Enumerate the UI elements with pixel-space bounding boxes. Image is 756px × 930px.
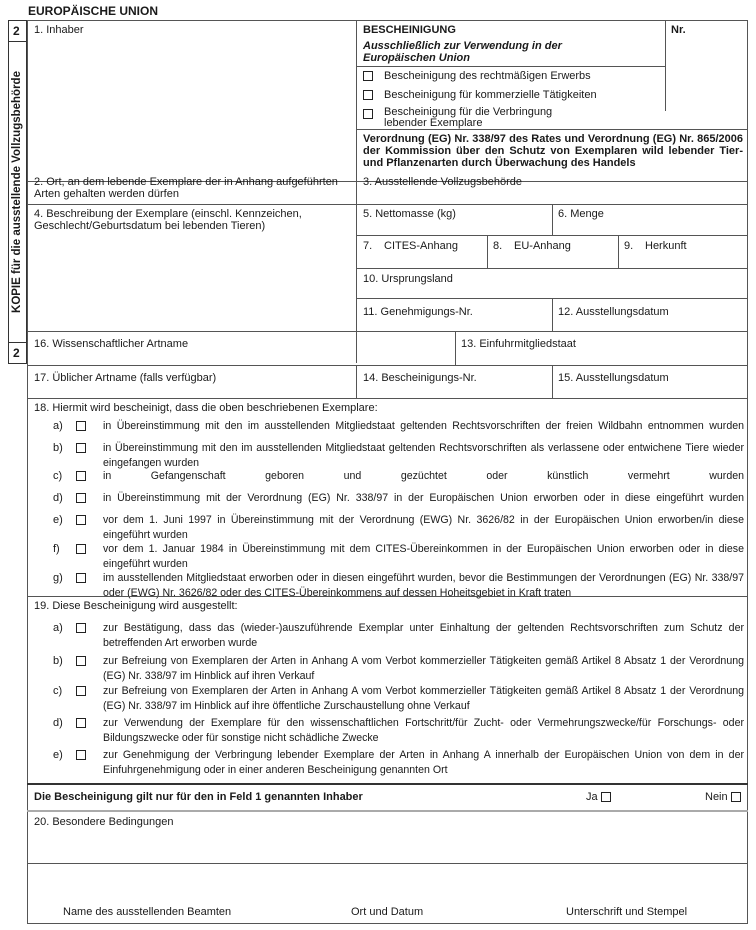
field-13-label: 13. Einfuhrmitgliedstaat: [461, 338, 576, 350]
section19-item-letter: e): [53, 749, 63, 761]
section-20-input[interactable]: [34, 830, 744, 860]
section18-item-letter: e): [53, 514, 63, 526]
section19-item-text: zur Bestätigung, dass das (wieder-)auszuführende Exemplar unter Einhaltung der geltenden Rechtsvorschriften zum Schutz der betreffenden Art erworben wurde: [103, 622, 744, 649]
certificate-nr-input[interactable]: [668, 38, 746, 126]
section19-item-checkbox[interactable]: [76, 656, 86, 666]
section18-item-text: in Übereinstimmung mit den im ausstellenden Mitgliedstaat geltenden Rechtsvorschriften der freien Wildbahn entnommen wurden: [103, 420, 744, 432]
section18-item-text: in Gefangenschaft geboren und gezüchtet oder künstlich vermehrt wurden: [103, 470, 744, 482]
holder-only-no-label: Nein: [705, 791, 728, 803]
section18-item-letter: d): [53, 492, 63, 504]
section19-item-letter: d): [53, 717, 63, 729]
copy-vertical-label: KOPIE für die ausstellende Vollzugsbehörde: [11, 71, 23, 313]
section-18-heading: 18. Hiermit wird bescheinigt, dass die oben beschriebenen Exemplare:: [34, 402, 378, 414]
type-commercial-checkbox[interactable]: [363, 90, 373, 100]
field-9-number: 9.: [624, 240, 634, 252]
section19-item-text: zur Befreiung von Exemplaren der Arten in Anhang A vom Verbot kommerzieller Tätigkeiten gemäß Artikel 8 Absatz 1 der Verordnung (EG) Nr. 338/97 im Hinblick auf ihre öffentliche Zurschaustellung ohne Verkauf: [103, 685, 744, 712]
section19-item-checkbox[interactable]: [76, 750, 86, 760]
holder-only-yes-label: Ja: [586, 791, 598, 803]
type-legal-acquisition-label: Bescheinigung des rechtmäßigen Erwerbs: [384, 70, 591, 82]
section18-item-checkbox[interactable]: [76, 421, 86, 431]
holder-only-yes-checkbox[interactable]: [601, 792, 611, 802]
field-11-label: 11. Genehmigungs-Nr.: [363, 306, 473, 318]
section18-item-checkbox[interactable]: [76, 515, 86, 525]
field-14-label: 14. Bescheinigungs-Nr.: [363, 372, 477, 384]
section19-item-letter: a): [53, 622, 63, 634]
field-17-label: 17. Üblicher Artname (falls verfügbar): [34, 372, 217, 384]
section18-item-text: in Übereinstimmung mit der Verordnung (EG) Nr. 338/97 in der Europäischen Union erworben oder in diese eingeführt wurden: [103, 492, 744, 504]
field-7-number: 7.: [363, 240, 373, 252]
section19-item-text: zur Befreiung von Exemplaren der Arten in Anhang A vom Verbot kommerzieller Tätigkeiten gemäß Artikel 8 Absatz 1 der Verordnung (EG) Nr. 338/97 im Hinblick auf ihren Verkauf: [103, 655, 744, 682]
field-9-label: Herkunft: [645, 240, 687, 252]
holder-only-text: Die Bescheinigung gilt nur für den in Feld 1 genannten Inhaber: [34, 791, 363, 803]
signature-stamp-label: Unterschrift und Stempel: [566, 906, 688, 918]
section19-item-text: zur Verwendung der Exemplare für den wissenschaftlichen Fortschritt/für Zucht- oder Vermehrungszwecke/für Forschungs- oder Bildungszwecke oder für sonstige nicht schädliche Zwecke: [103, 717, 744, 744]
section18-item-letter: a): [53, 420, 63, 432]
certificate-title: BESCHEINIGUNG: [363, 24, 456, 36]
section18-item-checkbox[interactable]: [76, 544, 86, 554]
type-commercial-label: Bescheinigung für kommerzielle Tätigkeiten: [384, 89, 597, 101]
field-12-label: 12. Ausstellungsdatum: [558, 306, 669, 318]
field-4-label: 4. Beschreibung der Exemplare (einschl. Kennzeichen, Geschlecht/Geburtsdatum bei lebenden Tieren): [34, 208, 302, 232]
field-3-label: 3. Ausstellende Vollzugsbehörde: [363, 176, 523, 188]
section-20-heading: 20. Besondere Bedingungen: [34, 816, 174, 828]
certificate-subtitle: Ausschließlich zur Verwendung in der Europäischen Union: [363, 40, 562, 64]
type-legal-acquisition-checkbox[interactable]: [363, 71, 373, 81]
section18-item-letter: c): [53, 470, 63, 482]
type-live-transfer-checkbox[interactable]: [363, 109, 373, 119]
section18-item-text: in Übereinstimmung mit den im ausstellenden Mitgliedstaat geltenden Rechtsvorschriften als verlassene oder entwichene Tiere wieder eingefangen wurden: [103, 442, 744, 469]
regulation-text: Verordnung (EG) Nr. 338/97 des Rates und Verordnung (EG) Nr. 865/2006 der Kommission über den Schutz von Exemplaren wild lebender Tier- und Pflanzenarten durch Überwachung des Handels: [363, 133, 743, 169]
type-live-transfer-label: Bescheinigung für die Verbringung lebender Exemplare: [384, 106, 553, 129]
section19-item-checkbox[interactable]: [76, 718, 86, 728]
section-19-heading: 19. Diese Bescheinigung wird ausgestellt:: [34, 600, 238, 612]
section18-item-text: vor dem 1. Januar 1984 in Übereinstimmung mit dem CITES-Übereinkommen in der Europäischen Union erworben oder in diese eingeführt wurden: [103, 543, 744, 570]
field-5-label: 5. Nettomasse (kg): [363, 208, 456, 220]
section18-item-checkbox[interactable]: [76, 573, 86, 583]
section19-item-text: zur Genehmigung der Verbringung lebender Exemplare der Arten in Anhang A innerhalb der Europäischen Union von dem in der Einfuhrgenehmigung oder in einer anderen Bescheinigung genannten Ort: [103, 749, 744, 776]
holder-only-no-checkbox[interactable]: [731, 792, 741, 802]
section18-item-checkbox[interactable]: [76, 443, 86, 453]
section18-item-letter: f): [53, 543, 60, 555]
field-1-input[interactable]: [34, 38, 352, 178]
page-title: EUROPÄISCHE UNION: [28, 4, 159, 18]
field-7-label: CITES-Anhang: [384, 240, 458, 252]
field-8-number: 8.: [493, 240, 503, 252]
field-15-label: 15. Ausstellungsdatum: [558, 372, 669, 384]
certificate-nr-label: Nr.: [671, 24, 686, 36]
section18-item-text: im ausstellenden Mitgliedstaat erworben oder in diesen eingeführt wurden, bevor die Bestimmungen der Verordnungen (EG) Nr. 338/97 oder (EWG) Nr. 3626/82 oder des CITES-Übereinkommens auf dessen Hoheitsgebiet in Kraft traten: [103, 572, 744, 599]
field-6-label: 6. Menge: [558, 208, 604, 220]
section18-item-text: vor dem 1. Juni 1997 in Übereinstimmung mit der Verordnung (EWG) Nr. 3626/82 in der Europäischen Union erworben/in diese eingeführt wurden: [103, 514, 744, 541]
section18-item-letter: b): [53, 442, 63, 454]
field-16-label: 16. Wissenschaftlicher Artname: [34, 338, 189, 350]
section19-item-letter: b): [53, 655, 63, 667]
field-4-input[interactable]: [34, 234, 352, 329]
section18-item-letter: g): [53, 572, 63, 584]
official-name-label: Name des ausstellenden Beamten: [63, 906, 232, 918]
section19-item-checkbox[interactable]: [76, 686, 86, 696]
section18-item-checkbox[interactable]: [76, 471, 86, 481]
field-2-label: 2. Ort, an dem lebende Exemplare der in Anhang aufgeführten Arten gehalten werden dürfen: [34, 176, 338, 200]
copy-number-top: 2: [13, 24, 20, 38]
place-date-label: Ort und Datum: [351, 906, 424, 918]
field-10-label: 10. Ursprungsland: [363, 273, 453, 285]
field-1-label: 1. Inhaber: [34, 24, 84, 36]
section19-item-letter: c): [53, 685, 63, 697]
copy-number-bottom: 2: [13, 346, 20, 360]
field-8-label: EU-Anhang: [514, 240, 571, 252]
section18-item-checkbox[interactable]: [76, 493, 86, 503]
section19-item-checkbox[interactable]: [76, 623, 86, 633]
